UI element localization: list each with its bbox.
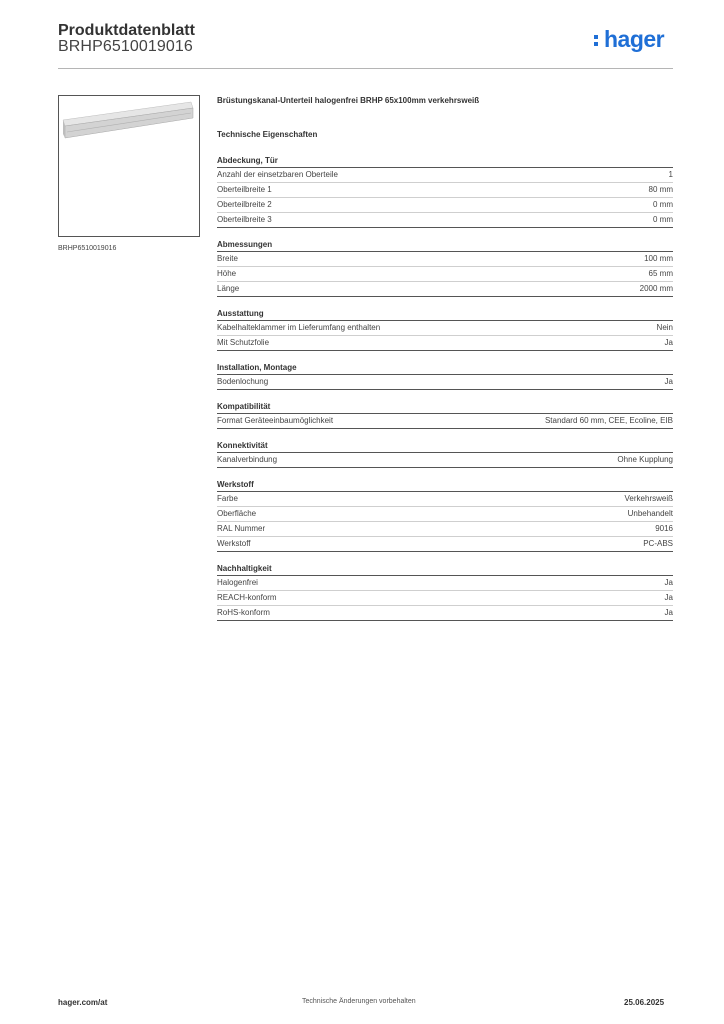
spec-label: Oberteilbreite 2 — [217, 200, 272, 209]
logo-dot-icon — [594, 35, 598, 39]
spec-sheet — [217, 96, 673, 621]
spec-value: Unbehandelt — [627, 509, 673, 518]
header-divider — [58, 68, 673, 69]
logo-text: hager — [604, 26, 665, 52]
spec-value: 80 mm — [648, 185, 673, 194]
spec-row — [217, 267, 673, 282]
spec-section — [217, 307, 673, 351]
specs-heading: Technische Eigenschaften — [217, 130, 318, 139]
spec-label: Anzahl der einsetzbaren Oberteile — [217, 170, 338, 179]
spec-value: Standard 60 mm, CEE, Ecoline, EIB — [544, 416, 673, 425]
spec-value: Ja — [664, 377, 673, 386]
spec-label: Kabelhalteklammer im Lieferumfang enthalten — [217, 323, 381, 332]
spec-row — [217, 336, 673, 351]
section-title: Installation, Montage — [217, 361, 673, 375]
spec-label: Kanalverbindung — [217, 455, 278, 464]
spec-row — [217, 492, 673, 507]
footer-note: Technische Änderungen vorbehalten — [302, 998, 416, 1005]
spec-label: Breite — [217, 254, 238, 263]
spec-label: REACH-konform — [217, 593, 277, 602]
article-number: BRHP6510019016 — [58, 38, 193, 55]
spec-row — [217, 576, 673, 591]
section-title: Nachhaltigkeit — [217, 562, 673, 576]
spec-label: RAL Nummer — [217, 524, 266, 533]
spec-label: Format Geräteeinbaumöglichkeit — [217, 416, 334, 425]
cable-duct-image — [59, 96, 199, 236]
section-title: Konnektivität — [217, 439, 673, 453]
spec-label: Oberteilbreite 1 — [217, 185, 272, 194]
footer-date: 25.06.2025 — [624, 998, 665, 1007]
product-image — [58, 95, 200, 237]
spec-label: RoHS-konform — [217, 608, 270, 617]
spec-label: Mit Schutzfolie — [217, 338, 270, 347]
spec-row — [217, 522, 673, 537]
product-title: Brüstungskanal-Unterteil halogenfrei BRHP 65x100mm verkehrsweiß — [217, 96, 480, 105]
spec-value: 65 mm — [648, 269, 673, 278]
spec-value: 0 mm — [653, 215, 673, 224]
spec-value: 0 mm — [653, 200, 673, 209]
spec-value: Ja — [664, 338, 673, 347]
spec-label: Halogenfrei — [217, 578, 258, 587]
spec-value: 2000 mm — [639, 284, 673, 293]
spec-section — [217, 154, 673, 228]
spec-sections — [217, 154, 673, 621]
spec-row — [217, 414, 673, 429]
section-title: Werkstoff — [217, 478, 673, 492]
spec-value: 9016 — [655, 524, 673, 533]
spec-value: Ja — [664, 578, 673, 587]
spec-row — [217, 321, 673, 336]
spec-row — [217, 375, 673, 390]
spec-value: PC-ABS — [643, 539, 673, 548]
spec-row — [217, 213, 673, 228]
spec-row — [217, 537, 673, 552]
spec-label: Werkstoff — [217, 539, 251, 548]
spec-row — [217, 168, 673, 183]
spec-section — [217, 439, 673, 468]
hager-logo — [594, 26, 674, 56]
spec-section — [217, 562, 673, 621]
spec-row — [217, 198, 673, 213]
spec-row — [217, 282, 673, 297]
section-title: Ausstattung — [217, 307, 673, 321]
spec-row — [217, 507, 673, 522]
section-title: Abdeckung, Tür — [217, 154, 673, 168]
footer-website: hager.com/at — [58, 998, 108, 1007]
spec-value: Verkehrsweiß — [624, 494, 673, 503]
section-title: Kompatibilität — [217, 400, 673, 414]
spec-value: 100 mm — [644, 254, 673, 263]
spec-label: Höhe — [217, 269, 237, 278]
spec-section — [217, 478, 673, 552]
spec-label: Oberfläche — [217, 509, 257, 518]
image-caption: BRHP6510019016 — [58, 245, 117, 252]
spec-section — [217, 400, 673, 429]
spec-value: Ja — [664, 593, 673, 602]
spec-value: 1 — [668, 170, 673, 179]
spec-row — [217, 252, 673, 267]
spec-section — [217, 361, 673, 390]
spec-row — [217, 591, 673, 606]
spec-row — [217, 606, 673, 621]
logo-dot-icon — [594, 42, 598, 46]
section-title: Abmessungen — [217, 238, 673, 252]
spec-value: Ja — [664, 608, 673, 617]
spec-label: Oberteilbreite 3 — [217, 215, 272, 224]
spec-row — [217, 453, 673, 468]
page-title: Produktdatenblatt — [58, 22, 195, 39]
spec-value: Ohne Kupplung — [617, 455, 673, 464]
spec-label: Bodenlochung — [217, 377, 269, 386]
spec-row — [217, 183, 673, 198]
spec-label: Farbe — [217, 494, 238, 503]
spec-label: Länge — [217, 284, 240, 293]
spec-section — [217, 238, 673, 297]
spec-value: Nein — [656, 323, 673, 332]
